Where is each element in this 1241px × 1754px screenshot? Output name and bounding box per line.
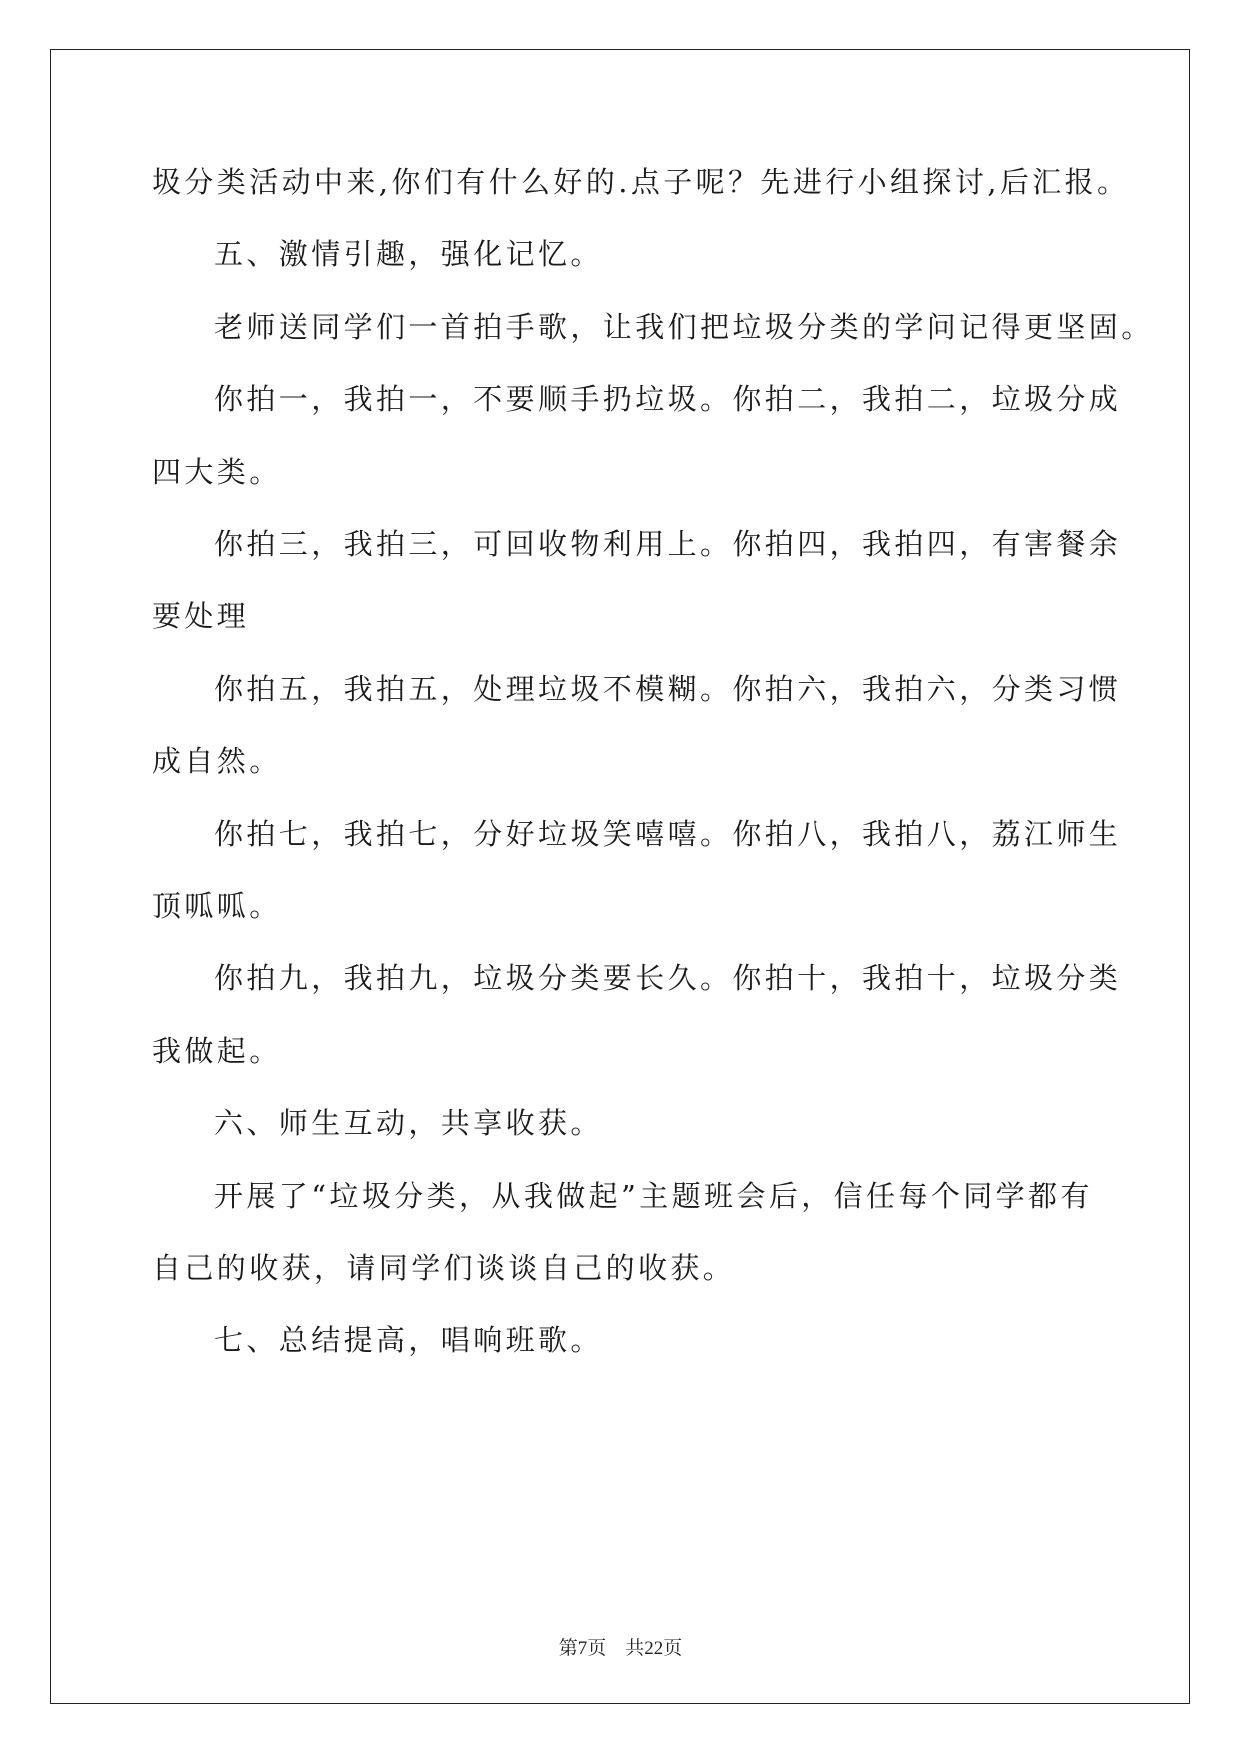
page-number-footer: 第7页 共22页 xyxy=(558,1638,683,1659)
section-heading-5: 五、激情引趣，强化记忆。 xyxy=(214,237,603,271)
song-line: 顶呱呱。 xyxy=(152,889,282,923)
section-heading-6: 六、师生互动，共享收获。 xyxy=(214,1106,603,1140)
song-line: 四大类。 xyxy=(152,455,282,489)
paragraph-line: 开展了“垃圾分类，从我做起”主题班会后，信任每个同学都有 xyxy=(214,1179,1093,1213)
song-line: 你拍一，我拍一，不要顺手扔垃圾。你拍二，我拍二，垃圾分成 xyxy=(214,382,1122,416)
section-heading-7: 七、总结提高，唱响班歌。 xyxy=(214,1323,603,1357)
song-line: 你拍九，我拍九，垃圾分类要长久。你拍十，我拍十，垃圾分类 xyxy=(214,961,1122,995)
song-line: 你拍三，我拍三，可回收物利用上。你拍四，我拍四，有害餐余 xyxy=(214,527,1122,561)
paragraph-line: 老师送同学们一首拍手歌，让我们把垃圾分类的学问记得更坚固。 xyxy=(214,310,1154,344)
song-line: 我做起。 xyxy=(152,1034,282,1068)
paragraph-line: 自己的收获，请同学们谈谈自己的收获。 xyxy=(152,1251,736,1285)
song-line: 要处理 xyxy=(152,599,250,633)
song-line: 你拍五，我拍五，处理垃圾不模糊。你拍六，我拍六，分类习惯 xyxy=(214,672,1122,706)
page-border xyxy=(50,49,1190,1704)
song-line: 你拍七，我拍七，分好垃圾笑嘻嘻。你拍八，我拍八，荔江师生 xyxy=(214,817,1122,851)
song-line: 成自然。 xyxy=(152,744,282,778)
paragraph-line: 圾分类活动中来,你们有什么好的.点子呢？先进行小组探讨,后汇报。 xyxy=(152,165,1130,199)
